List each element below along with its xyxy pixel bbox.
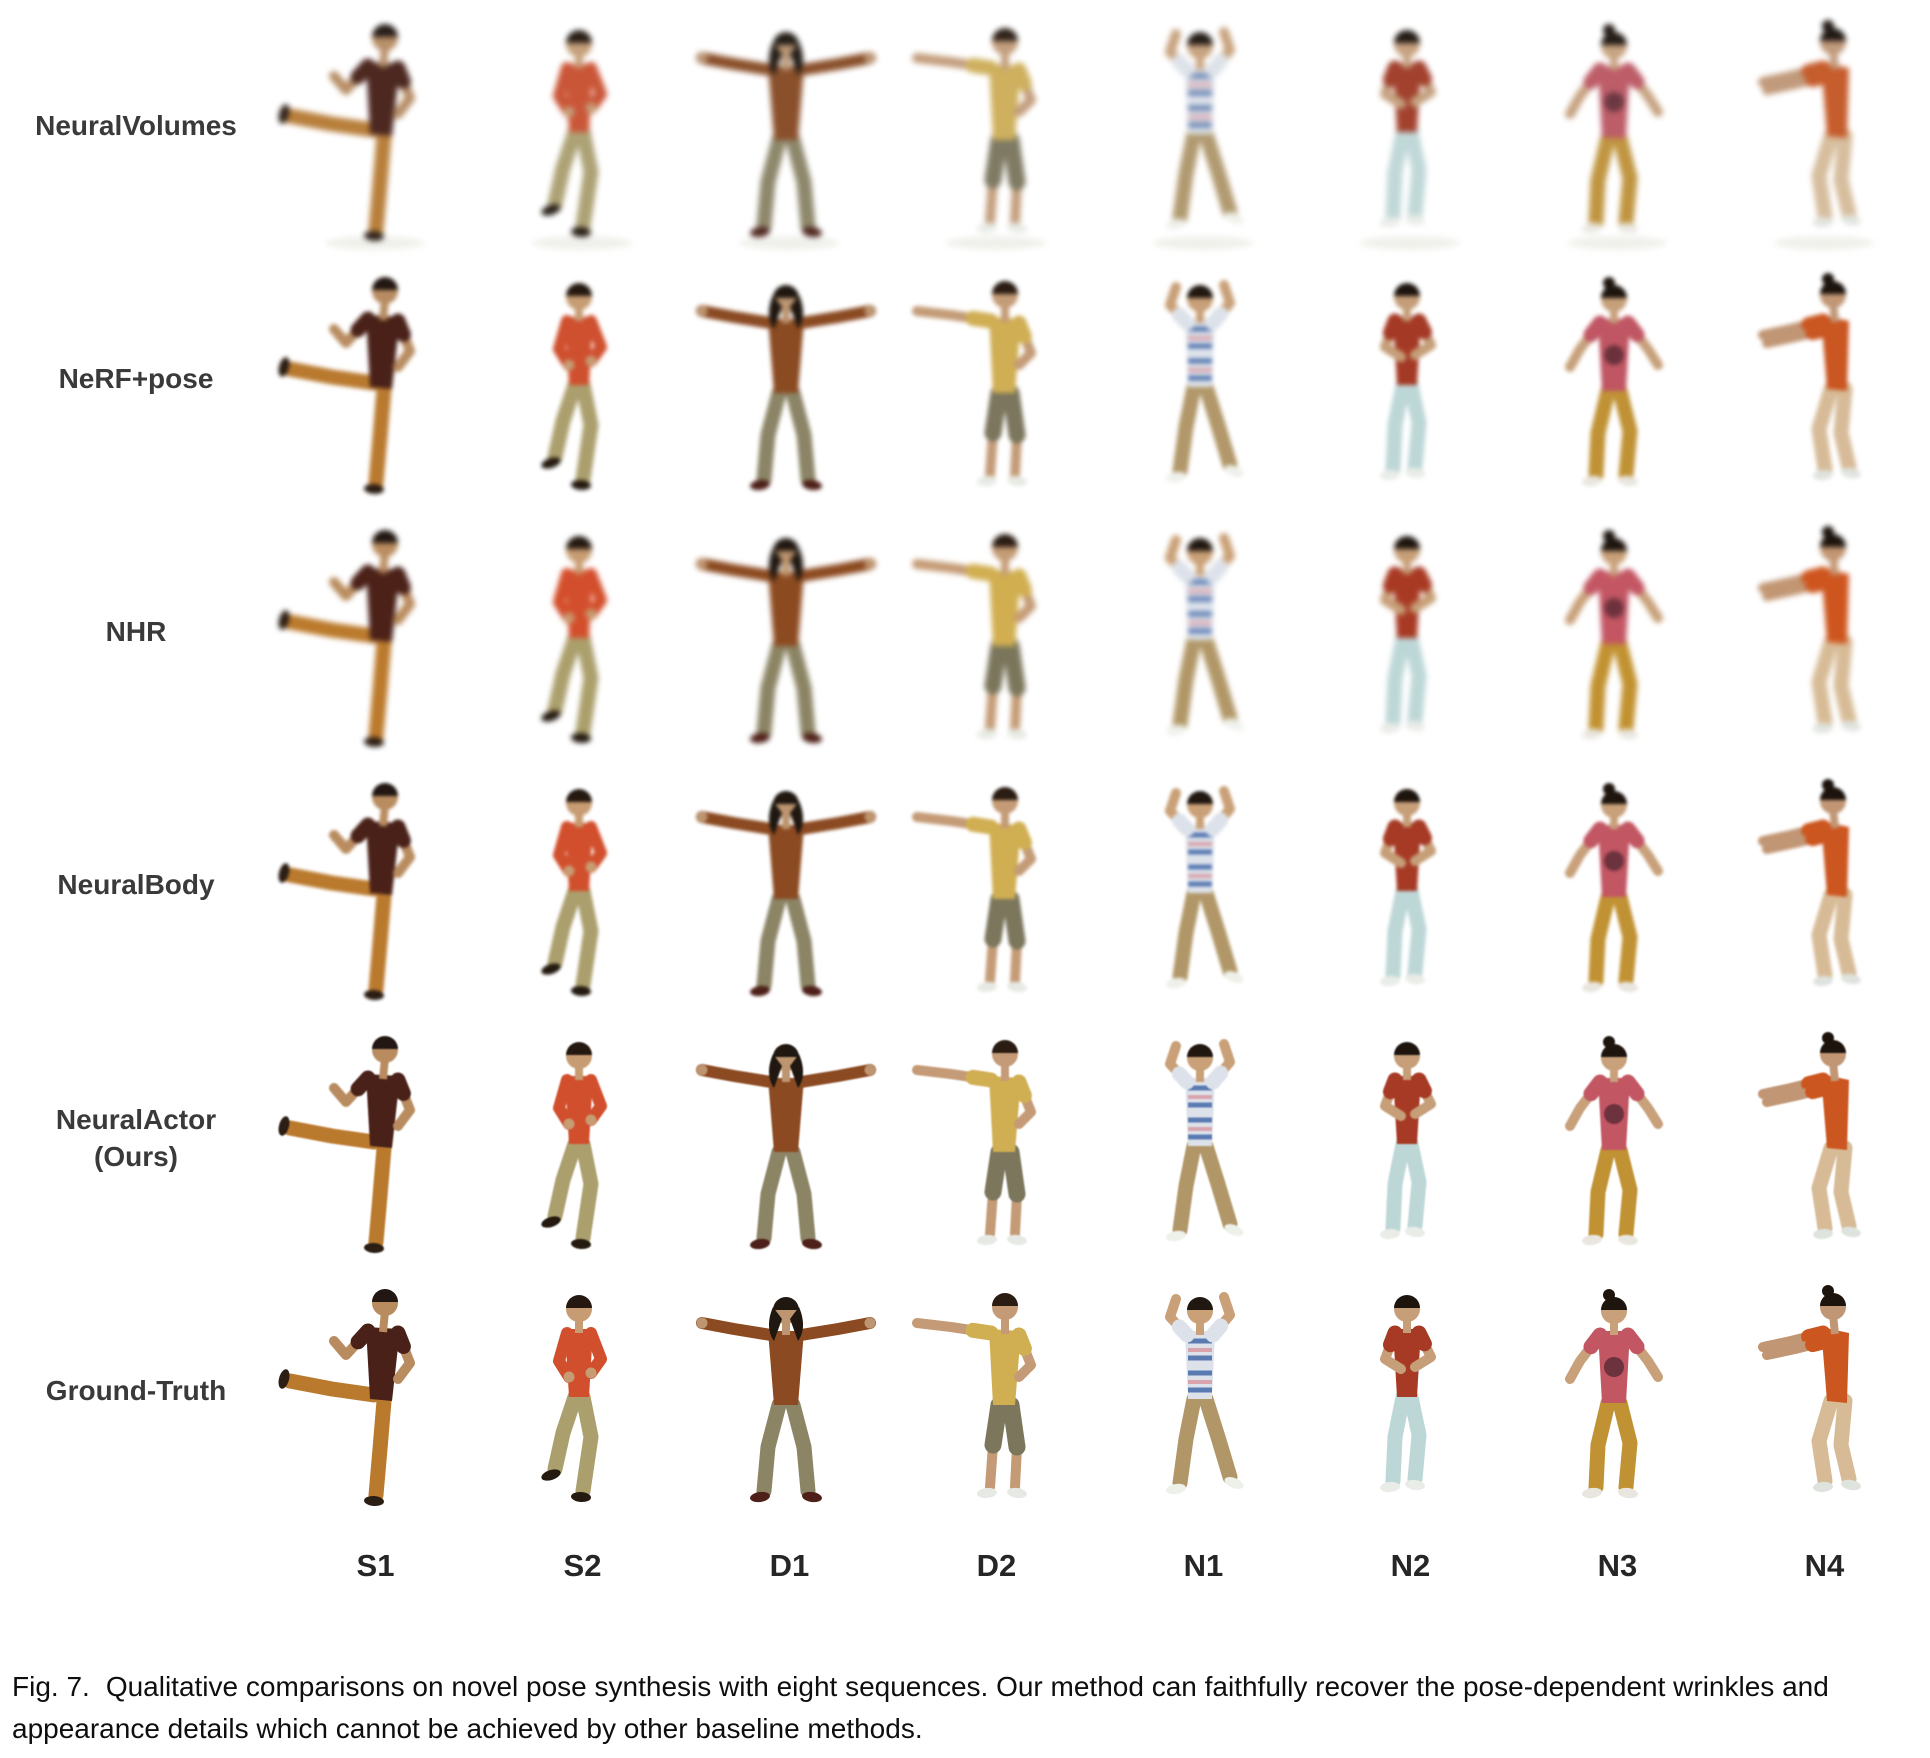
figure-cell-S2 <box>479 253 686 506</box>
figure-cell-S2 <box>479 506 686 759</box>
figure-number: Fig. 7. <box>12 1671 90 1702</box>
person-figure-D2 <box>893 253 1100 506</box>
figure-cell-N1 <box>1100 0 1307 253</box>
method-name: NeuralBody <box>57 869 215 901</box>
person-figure-D1 <box>686 0 893 253</box>
person-figure-N4 <box>1721 506 1928 759</box>
person-figure-N2 <box>1307 1012 1514 1265</box>
method-subname: (Ours) <box>94 1140 178 1172</box>
row-cells <box>272 1265 1928 1518</box>
figure-cell-S1 <box>272 1265 479 1518</box>
person-figure-D1 <box>686 1265 893 1518</box>
figure-cell-N4 <box>1721 1265 1928 1518</box>
person-figure-N3 <box>1514 253 1721 506</box>
method-row-groundtruth <box>0 1265 1930 1518</box>
person-figure-D1 <box>686 253 893 506</box>
person-figure-N1 <box>1100 0 1307 253</box>
sequence-label-s1: S1 <box>356 1548 395 1583</box>
row-label <box>0 253 272 506</box>
figure-cell-N1 <box>1100 253 1307 506</box>
person-figure-N1 <box>1100 1265 1307 1518</box>
method-row-nhr <box>0 506 1930 759</box>
row-cells <box>272 759 1928 1012</box>
person-figure-D1 <box>686 506 893 759</box>
person-figure-N3 <box>1514 1265 1721 1518</box>
figure-cell-N1 <box>1100 1265 1307 1518</box>
figure-cell-N2 <box>1307 759 1514 1012</box>
figure-cell-N2 <box>1307 0 1514 253</box>
figure-cell-N3 <box>1514 0 1721 253</box>
person-figure-N4 <box>1721 253 1928 506</box>
person-figure-N3 <box>1514 1012 1721 1265</box>
sequence-label-n1: N1 <box>1183 1548 1224 1583</box>
person-figure-N1 <box>1100 1012 1307 1265</box>
figure-cell-D1 <box>686 759 893 1012</box>
figure-cell-S2 <box>479 1265 686 1518</box>
figure-caption <box>12 1666 1918 1750</box>
sequence-label-n2: N2 <box>1390 1548 1431 1583</box>
figure-cell-N1 <box>1100 506 1307 759</box>
person-figure-N3 <box>1514 759 1721 1012</box>
person-figure-D1 <box>686 759 893 1012</box>
figure-cell-N2 <box>1307 1265 1514 1518</box>
figure-cell-N4 <box>1721 506 1928 759</box>
person-figure-N4 <box>1721 1012 1928 1265</box>
figure-cell-S1 <box>272 1012 479 1265</box>
figure-cell-S2 <box>479 0 686 253</box>
figure-cell-N4 <box>1721 759 1928 1012</box>
sequence-label-n3: N3 <box>1597 1548 1638 1583</box>
figure-cell-N3 <box>1514 253 1721 506</box>
person-figure-S2 <box>479 506 686 759</box>
method-row-nerfpose <box>0 253 1930 506</box>
figure-cell-N2 <box>1307 1012 1514 1265</box>
person-figure-S2 <box>479 1265 686 1518</box>
sequence-label-s2: S2 <box>563 1548 602 1583</box>
person-figure-S1 <box>272 1012 479 1265</box>
figure-cell-N3 <box>1514 1012 1721 1265</box>
figure-cell-N1 <box>1100 1012 1307 1265</box>
figure-cell-N3 <box>1514 1265 1721 1518</box>
figure-cell-D1 <box>686 506 893 759</box>
figure-cell-D1 <box>686 1265 893 1518</box>
person-figure-N1 <box>1100 506 1307 759</box>
method-row-neuralactor <box>0 1012 1930 1265</box>
figure-cell-N4 <box>1721 1012 1928 1265</box>
row-cells <box>272 1012 1928 1265</box>
method-name: NeuralActor <box>55 1104 217 1136</box>
person-figure-D2 <box>893 1012 1100 1265</box>
row-cells <box>272 253 1928 506</box>
sequence-labels-row <box>0 1518 1930 1604</box>
person-figure-N3 <box>1514 0 1721 253</box>
figure-cell-S1 <box>272 759 479 1012</box>
method-row-neuralvolumes <box>0 0 1930 253</box>
figure-cell-S1 <box>272 506 479 759</box>
person-figure-S1 <box>272 759 479 1012</box>
figure-cell-S1 <box>272 253 479 506</box>
row-cells <box>272 506 1928 759</box>
person-figure-S1 <box>272 506 479 759</box>
row-label <box>0 1265 272 1518</box>
figure-cell-D2 <box>893 253 1100 506</box>
figure-cell-N2 <box>1307 253 1514 506</box>
figure-cell-D2 <box>893 506 1100 759</box>
figure-cell-D2 <box>893 759 1100 1012</box>
figure-cell-N4 <box>1721 0 1928 253</box>
row-label <box>0 0 272 253</box>
figure-cell-D1 <box>686 253 893 506</box>
figure-cell-S2 <box>479 759 686 1012</box>
person-figure-N2 <box>1307 506 1514 759</box>
figure-cell-N3 <box>1514 506 1721 759</box>
person-figure-N2 <box>1307 0 1514 253</box>
person-figure-N2 <box>1307 759 1514 1012</box>
person-figure-N4 <box>1721 1265 1928 1518</box>
person-figure-D2 <box>893 1265 1100 1518</box>
person-figure-D2 <box>893 0 1100 253</box>
person-figure-D2 <box>893 759 1100 1012</box>
person-figure-N4 <box>1721 0 1928 253</box>
row-label <box>0 506 272 759</box>
figure-cell-N1 <box>1100 759 1307 1012</box>
figure-cell-N4 <box>1721 253 1928 506</box>
figure-caption-text: Qualitative comparisons on novel pose synthesis with eight sequences. Our method can faithfully recover the pose-dependent wrinkles and appearance details which cannot be achieved by other baseline methods. <box>12 1671 1829 1744</box>
sequence-label-d2: D2 <box>976 1548 1017 1583</box>
person-figure-S2 <box>479 253 686 506</box>
person-figure-S1 <box>272 253 479 506</box>
person-figure-S2 <box>479 759 686 1012</box>
row-cells <box>272 0 1928 253</box>
method-name: NeRF+pose <box>58 363 214 395</box>
person-figure-N2 <box>1307 253 1514 506</box>
person-figure-N3 <box>1514 506 1721 759</box>
figure-cell-S1 <box>272 0 479 253</box>
method-name: NeuralVolumes <box>35 110 237 142</box>
figure-cell-D2 <box>893 1265 1100 1518</box>
figure-cell-D1 <box>686 1012 893 1265</box>
method-name: Ground-Truth <box>45 1375 227 1407</box>
row-label <box>0 1012 272 1265</box>
person-figure-S1 <box>272 1265 479 1518</box>
person-figure-N2 <box>1307 1265 1514 1518</box>
figure-cell-D2 <box>893 1012 1100 1265</box>
sequence-label-d1: D1 <box>769 1548 810 1583</box>
person-figure-N1 <box>1100 253 1307 506</box>
label-spacer <box>0 1518 272 1528</box>
method-row-neuralbody <box>0 759 1930 1012</box>
person-figure-D2 <box>893 506 1100 759</box>
figure-cell-D1 <box>686 0 893 253</box>
sequence-label-n4: N4 <box>1804 1548 1845 1583</box>
figure-cell-D2 <box>893 0 1100 253</box>
person-figure-S2 <box>479 0 686 253</box>
figure-cell-N3 <box>1514 759 1721 1012</box>
figure-cell-N2 <box>1307 506 1514 759</box>
person-figure-D1 <box>686 1012 893 1265</box>
figure-cell-S2 <box>479 1012 686 1265</box>
person-figure-N4 <box>1721 759 1928 1012</box>
person-figure-S2 <box>479 1012 686 1265</box>
method-name: NHR <box>105 616 167 648</box>
row-label <box>0 759 272 1012</box>
person-figure-N1 <box>1100 759 1307 1012</box>
person-figure-S1 <box>272 0 479 253</box>
